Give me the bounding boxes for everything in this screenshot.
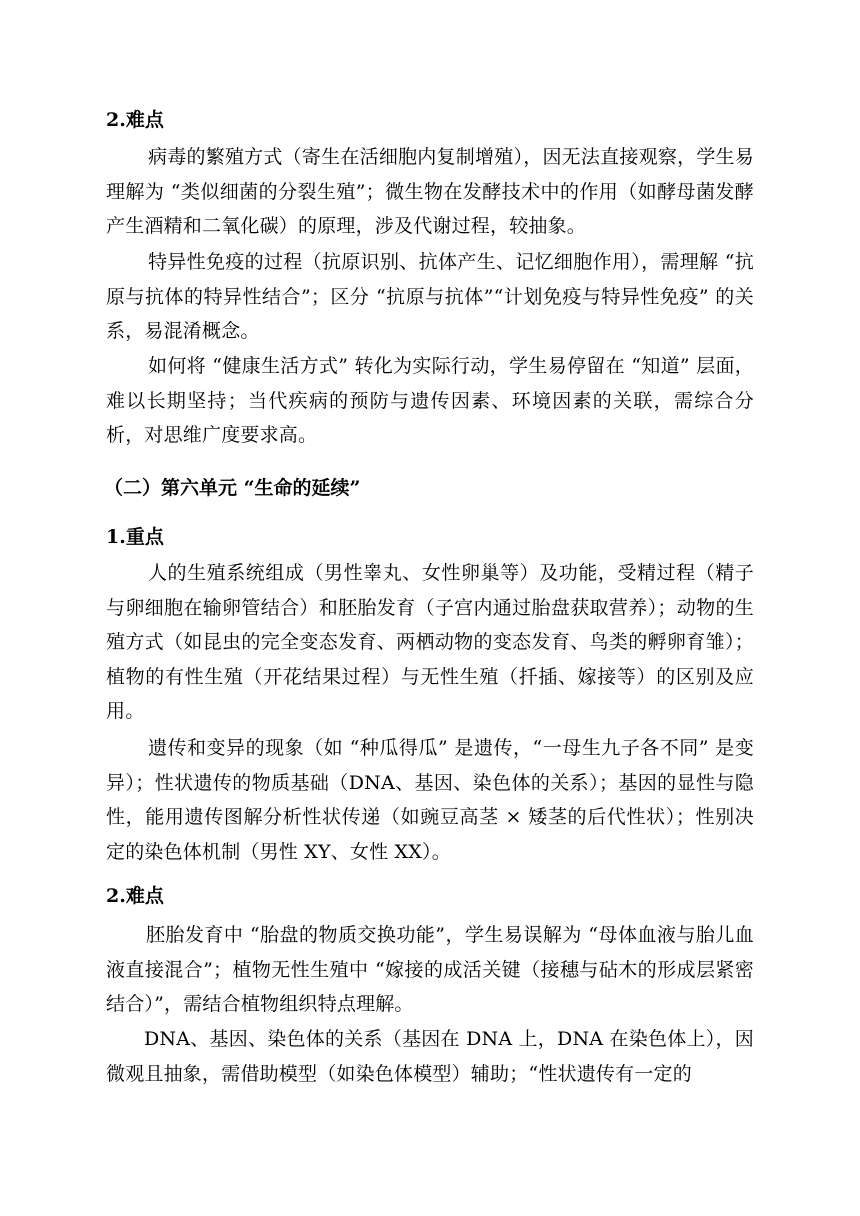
paragraph-healthy-lifestyle: 如何将 “健康生活方式” 转化为实际行动，学生易停留在 “知道” 层面，难以长期坚持；当代疾病的预防与遗传因素、环境因素的关联，需综合分析，对思维广度要求高。 (106, 355, 754, 446)
paragraph-dna-gene-chromosome: DNA、基因、染色体的关系（基因在 DNA 上，DNA 在染色体上），因微观且抽象，需借助模型（如染色体模型）辅助；“性状遗传有一定的 (106, 1028, 754, 1085)
paragraph-virus-reproduction: 病毒的繁殖方式（寄生在活细胞内复制增殖），因无法直接观察，学生易理解为 “类似细菌的分裂生殖”；微生物在发酵技术中的作用（如酵母菌发酵产生酒精和二氧化碳）的原理，涉及代谢过程，较抽象。 (106, 146, 754, 237)
heading-unit-6: （二）第六单元 “生命的延续” (104, 477, 361, 499)
heading-difficulty-1: 2.难点 (106, 109, 164, 131)
paragraph-specific-immunity: 特异性免疫的过程（抗原识别、抗体产生、记忆细胞作用），需理解 “抗原与抗体的特异性结合”；区分 “抗原与抗体”“计划免疫与特异性免疫” 的关系，易混淆概念。 (106, 251, 754, 342)
paragraph-reproductive-system: 人的生殖系统组成（男性睾丸、女性卵巢等）及功能，受精过程（精子与卵细胞在输卵管结合）和胚胎发育（子宫内通过胎盘获取营养）；动物的生殖方式（如昆虫的完全变态发育、两栖动物的变态发育、鸟类的孵卵育雏）；植物的有性生殖（开花结果过程）与无性生殖（扦插、嫁接等）的区别及应用。 (106, 562, 754, 722)
paragraph-heredity-variation: 遗传和变异的现象（如 “种瓜得瓜” 是遗传，“一母生九子各不同” 是变异）；性状遗传的物质基础（DNA、基因、染色体的关系）；基因的显性与隐性，能用遗传图解分析性状传递（如豌豆高茎 × 矮茎的后代性状）；性别决定的染色体机制（男性 XY、女性 XX）。 (106, 737, 754, 863)
heading-difficulty-2: 2.难点 (106, 885, 164, 907)
heading-key-points: 1.重点 (106, 526, 164, 548)
paragraph-placenta-grafting: 胚胎发育中 “胎盘的物质交换功能”，学生易误解为 “母体血液与胎儿血液直接混合”；植物无性生殖中 “嫁接的成活关键（接穗与砧木的形成层紧密结合）”，需结合植物组织特点理解。 (106, 924, 754, 1015)
